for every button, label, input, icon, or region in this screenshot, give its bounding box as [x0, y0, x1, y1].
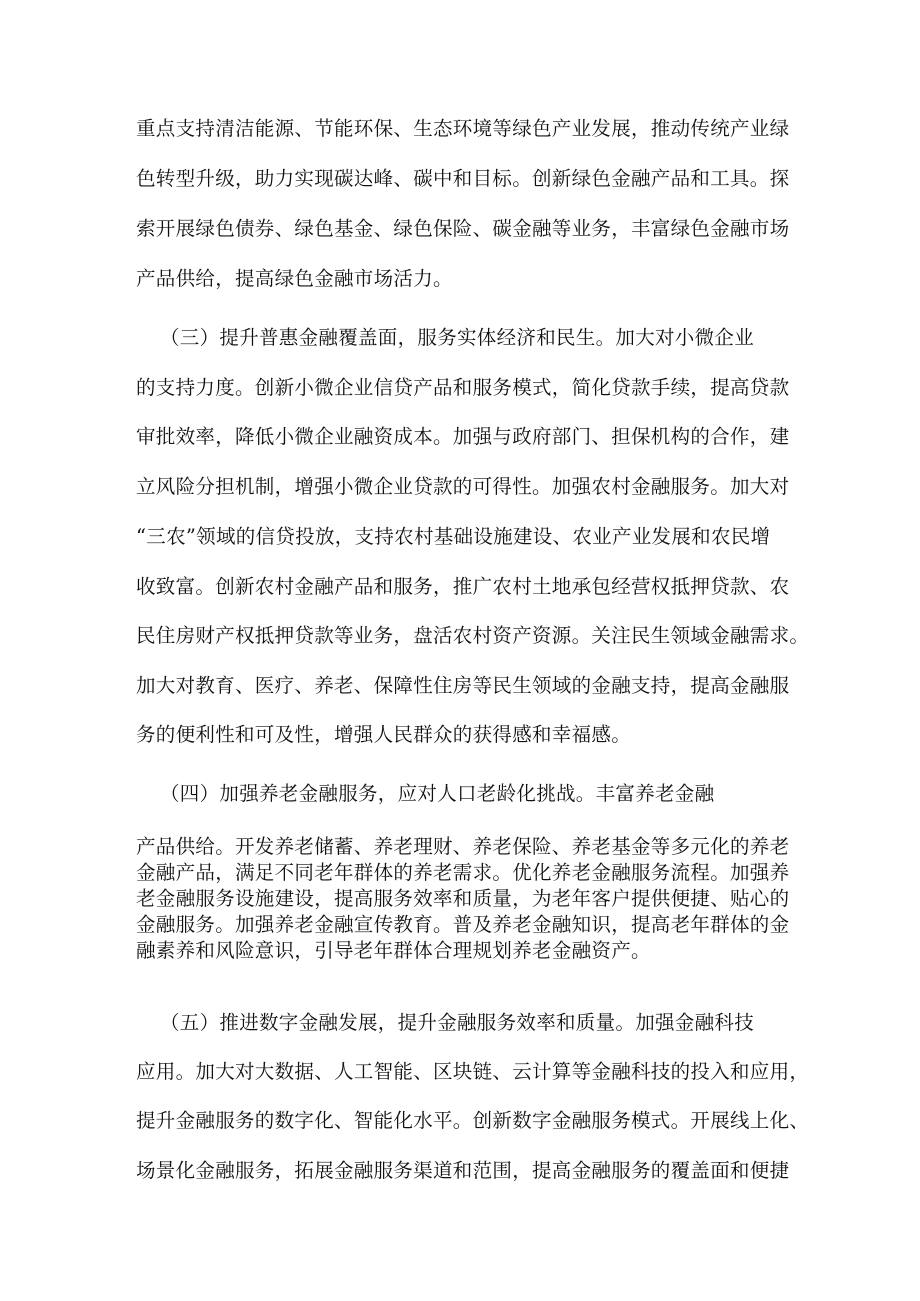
paragraph-3-line-4: 老金融服务设施建设，提高服务效率和质量，为老年客户提供便捷、贴心的 — [136, 887, 790, 910]
paragraph-2-line-5: “三农”领域的信贷投放，支持农村基础设施建设、农业产业发展和农民增 — [136, 525, 771, 548]
paragraph-3-line-5: 金融服务。加强养老金融宣传教育。普及养老金融知识，提高老年群体的金 — [136, 913, 790, 936]
paragraph-3-line-3: 金融产品，满足不同老年群体的养老需求。优化养老金融服务流程。加强养 — [136, 861, 790, 884]
paragraph-4-line-4: 场景化金融服务，拓展金融服务渠道和范围，提高金融服务的覆盖面和便捷 — [136, 1159, 790, 1182]
paragraph-1-line-3: 索开展绿色债券、绿色基金、绿色保险、碳金融等业务，丰富绿色金融市场 — [136, 217, 790, 240]
paragraph-1-line-1: 重点支持清洁能源、节能环保、生态环境等绿色产业发展，推动传统产业绿 — [136, 117, 790, 140]
paragraph-2-line-2: 的支持力度。创新小微企业信贷产品和服务模式，简化贷款手续，提高贷款 — [136, 376, 790, 399]
paragraph-3-line-1: （四）加强养老金融服务，应对人口老龄化挑战。丰富养老金融 — [160, 782, 715, 805]
paragraph-3-line-2: 产品供给。开发养老储蓄、养老理财、养老保险、养老基金等多元化的养老 — [136, 835, 790, 858]
paragraph-1-line-2: 色转型升级，助力实现碳达峰、碳中和目标。创新绿色金融产品和工具。探 — [136, 167, 790, 190]
paragraph-2-line-9: 务的便利性和可及性，增强人民群众的获得感和幸福感。 — [136, 723, 632, 746]
paragraph-3-line-6: 融素养和风险意识，引导老年群体合理规划养老金融资产。 — [136, 939, 651, 962]
paragraph-2-line-8: 加大对教育、医疗、养老、保障性住房等民生领域的金融支持，提高金融服 — [136, 674, 790, 697]
paragraph-4-line-2: 应用。加大对大数据、人工智能、区块链、云计算等金融科技的投入和应用， — [136, 1060, 810, 1083]
paragraph-2-line-6: 收致富。创新农村金融产品和服务，推广农村土地承包经营权抵押贷款、农 — [136, 575, 790, 598]
paragraph-2-line-3: 审批效率，降低小微企业融资成本。加强与政府部门、担保机构的合作，建 — [136, 425, 790, 448]
paragraph-2-line-4: 立风险分担机制，增强小微企业贷款的可得性。加强农村金融服务。加大对 — [136, 475, 790, 498]
paragraph-2-line-1: （三）提升普惠金融覆盖面，服务实体经济和民生。加大对小微企业 — [160, 326, 755, 349]
paragraph-2-line-7: 民住房财产权抵押贷款等业务，盘活农村资产资源。关注民生领域金融需求。 — [136, 624, 810, 647]
paragraph-4-line-3: 提升金融服务的数字化、智能化水平。创新数字金融服务模式。开展线上化、 — [136, 1109, 810, 1132]
paragraph-4-line-1: （五）推进数字金融发展，提升金融服务效率和质量。加强金融科技 — [160, 1011, 755, 1034]
paragraph-1-line-4: 产品供给，提高绿色金融市场活力。 — [136, 267, 453, 290]
